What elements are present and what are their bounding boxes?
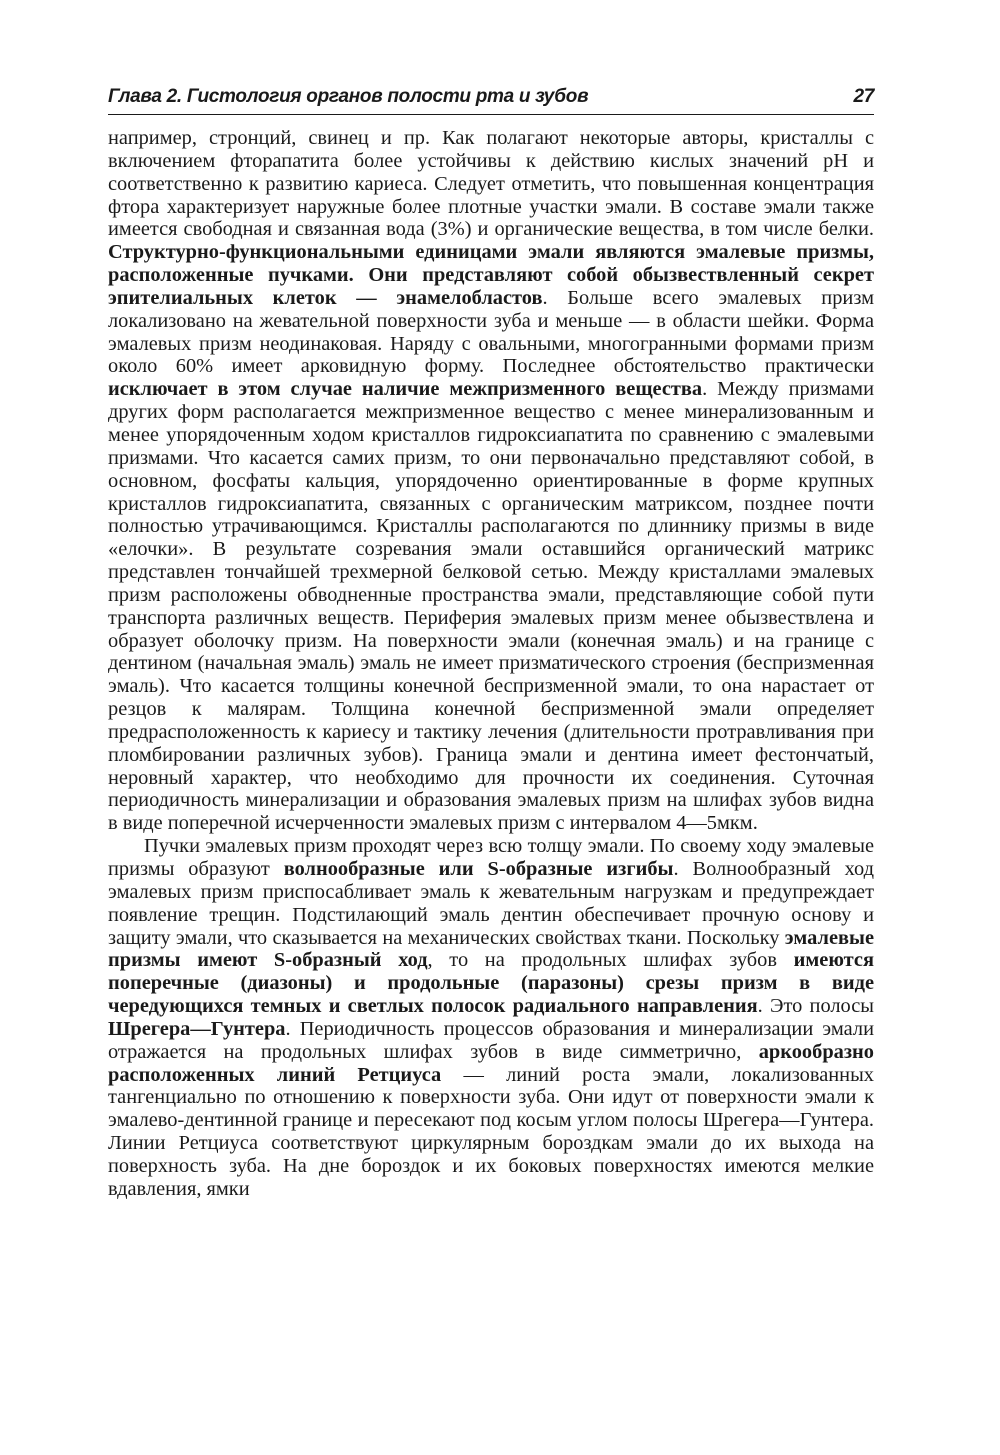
paragraph (108, 127, 874, 835)
bold-text-run: аркообразно расположенных линий Ретциуса (108, 1040, 874, 1086)
text-run: . Волнообразный ход эмалевых призм приспосабливает эмаль к жевательным нагрузкам и предупреждает появление трещин. Подстилающий эмаль дентин обеспечивает прочную основу и защиту эмали, что сказывается на механических свойствах ткани. Поскольку (108, 858, 874, 949)
text-run: . Между призмами других форм располагается межпризменное вещество с менее минерализованным и менее упорядоченным ходом кристаллов гидроксиапатита по сравнению с эмалевыми призмами. Что касается самих призм, то они первоначально представляют собой, в основном, фосфаты кальция, упорядоченно ориентированные в форме крупных кристаллов гидроксиапатита, связанных с органическим матриксом, позднее почти полностью утрачивающимся. Кристаллы располагаются по длиннику призмы в виде «елочки». В результате созревания эмали оставшийся органический матрикс представлен тончайшей трехмерной белковой сетью. Между кристаллами эмалевых призм расположены обводненные пространства эмали, представляющие собой пути транспорта различных веществ. Периферия эмалевых призм менее обызвествлена и образует оболочку призм. На поверхности эмали (конечная эмаль) и на границе с дентином (начальная эмаль) эмаль не имеет призматического строения (беспризменная эмаль). Что касается толщины конечной беспризменной эмали, то она нарастает от резцов к малярам. Толщина конечной беспризменной эмали определяет предрасположенность к кариесу и тактику лечения (длительности протравливания при пломбировании различных зубов). Граница эмали и дентина имеет фестончатый, неровный характер, что необходимо для прочности их соединения. Суточная периодичность минерализации и образования эмалевых призм на шлифах зубов видна в виде поперечной исчерченности эмалевых призм с интервалом 4—5мкм. (108, 378, 874, 835)
body-text (108, 127, 874, 1201)
text-run: — линий роста эмали, локализованных тангенциально по отношению к поверхности зуба. Они идут от поверхности эмали к эмалево-дентинной границе и пересекают под косым углом полосы Шрегера—Гунтера. Линии Ретциуса соответствуют циркулярным бороздкам эмали до их выхода на поверхность зуба. На дне бороздок и их боковых поверхностях имеются мелкие вдавления, ямки (108, 1063, 874, 1200)
text-run: например, стронций, свинец и пр. Как полагают некоторые авторы, кристаллы с включением фторапатита более устойчивы к действию кислых значений рН и соответственно к развитию кариеса. Следует отметить, что повышенная концентрация фтора характеризует наружные более плотные участки эмали. В составе эмали также имеется свободная и связанная вода (3%) и органические вещества, в том числе белки. (108, 127, 874, 241)
running-header (108, 86, 874, 115)
bold-text-run: волнообразные или S-образные изгибы (283, 858, 674, 880)
text-run: . Больше всего эмалевых призм локализовано на жевательной поверхности зуба и меньше — в области шейки. Форма эмалевых призм неодинаковая. Наряду с овальными, многогранными формами призм около 60% имеет арковидную форму. Последнее обстоятельство практически (108, 286, 874, 378)
paragraph (108, 835, 874, 1201)
bold-text-run: исключает в этом случае наличие межпризменного вещества (108, 378, 703, 401)
text-run: . Это полосы (757, 995, 875, 1018)
book-page (108, 86, 874, 1201)
bold-text-run: эмалевые призмы имеют S-образный ход (108, 926, 874, 972)
chapter-title: Глава 2. Гистология органов полости рта и зубов (108, 86, 589, 107)
text-run: . Периодичность процессов образования и минерализации эмали отражается на продольных шлифах зубов в виде симметрично, (108, 1017, 874, 1063)
page-number: 27 (853, 86, 874, 107)
bold-text-run: Шрегера—Гунтера (108, 1017, 286, 1040)
text-run: , то на продольных шлифах зубов (427, 949, 794, 972)
text-run: Пучки эмалевых призм проходят через всю толщу эмали. По своему ходу эмалевые призмы образуют (108, 835, 874, 880)
bold-text-run: Структурно-функциональными единицами эмали являются эмалевые призмы, расположенные пучками. Они представляют собой обызвествленный секрет эпителиальных клеток — энамелобластов (108, 241, 874, 309)
bold-text-run: имеются поперечные (диазоны) и продольные (паразоны) срезы призм в виде чередующихся темных и светлых полосок радиального направления (108, 949, 875, 1018)
